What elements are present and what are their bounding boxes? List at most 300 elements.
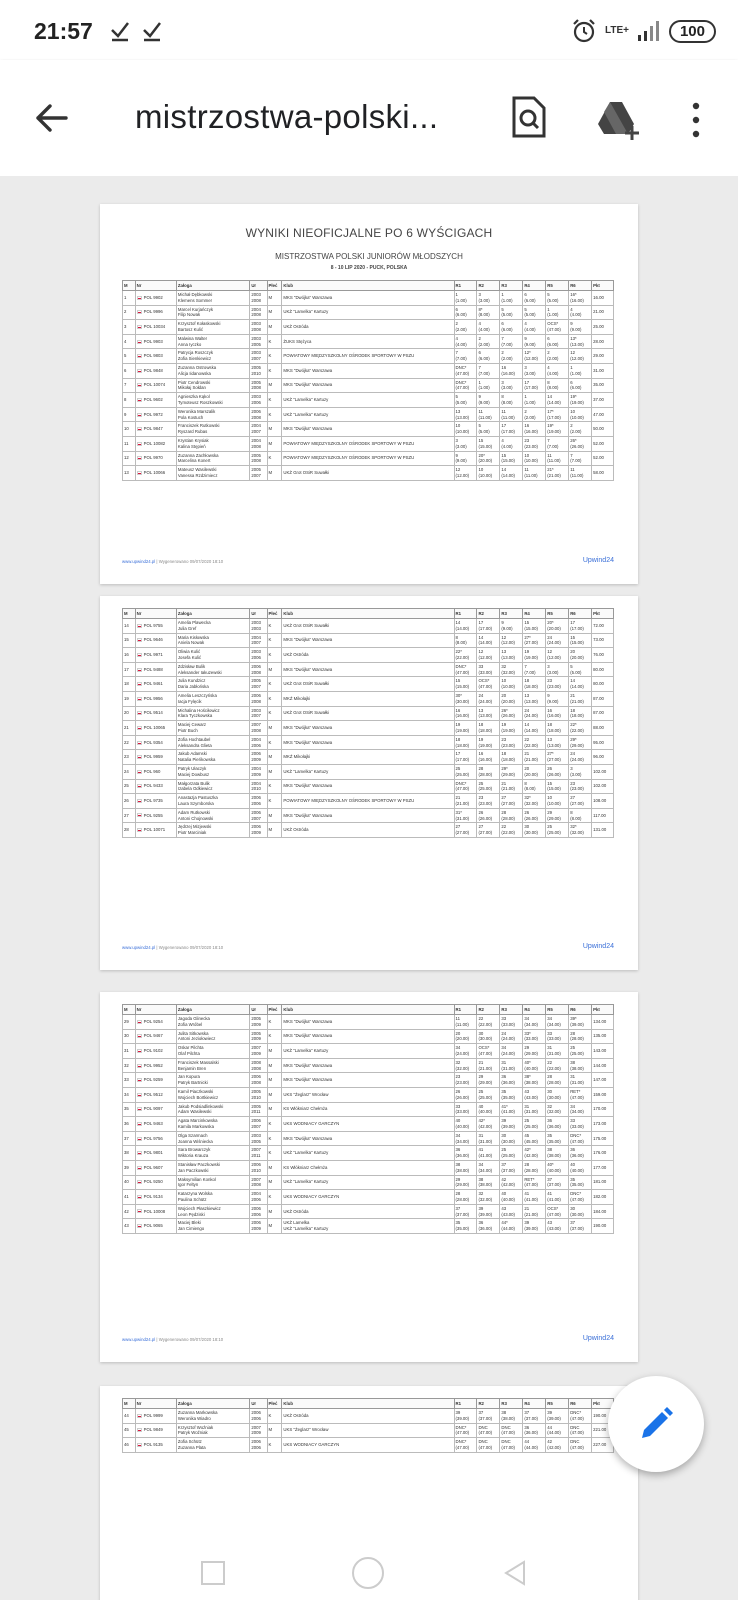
table-row (123, 1146, 614, 1161)
table-cell: 21 (21.00) (477, 1058, 500, 1073)
table-row (123, 1190, 614, 1205)
table-cell: 2 (2.00) (454, 320, 477, 335)
table-cell: 38 (38.00) (546, 1146, 569, 1161)
table-cell: 3 (3.00) (546, 662, 569, 677)
table-cell: 40 (40.00) (454, 1117, 477, 1132)
status-icons (571, 18, 716, 44)
table-cell: K (267, 1438, 282, 1453)
table-cell: 25 (25.00) (546, 823, 569, 838)
column-header: Klub (282, 1005, 454, 1015)
table-cell: Oliwia Kulić Josefa Kulić (176, 648, 249, 663)
table-cell: 2004 2006 (250, 735, 267, 750)
table-cell: Wojciech Płaszkiewicz Leon Pędziski (176, 1204, 249, 1219)
table-cell: 32 (32.00) (477, 1190, 500, 1205)
table-cell: 27 (27.00) (454, 823, 477, 838)
column-header: R5 (546, 609, 569, 619)
column-header: R4 (523, 609, 546, 619)
table-cell: 11 (11.00) (454, 1015, 477, 1030)
table-cell: 33 (33.00) (546, 1029, 569, 1044)
table-cell: 7 (7.00) (454, 349, 477, 364)
table-cell: 25 (25.00) (477, 1087, 500, 1102)
table-cell: 14 (123, 619, 136, 634)
table-cell: MKS "Dwójka" Warszawa (282, 1131, 454, 1146)
results-title: WYNIKI NIEOFICJALNE PO 6 WYŚCIGACH (245, 226, 493, 240)
table-cell: 30 (123, 1029, 136, 1044)
table-cell: POL 9959 (135, 750, 176, 765)
table-cell: 87.00 (592, 691, 614, 706)
table-cell: 31 (123, 1044, 136, 1059)
table-cell: POL 9514 (135, 706, 176, 721)
table-cell: Zofia Schütz Zuzanna Plata (176, 1438, 249, 1453)
table-cell: POL 9996 (135, 305, 176, 320)
table-row (123, 451, 614, 466)
table-cell: 27 (123, 808, 136, 823)
table-cell: 18 (18.00) (477, 721, 500, 736)
table-cell: 21 (21.00) (500, 779, 523, 794)
table-cell: 39 (123, 1160, 136, 1175)
column-header: R2 (477, 281, 500, 291)
table-cell: 19 (19.00) (500, 721, 523, 736)
column-header: Załoga (176, 281, 249, 291)
table-cell: 135.00 (592, 1029, 614, 1044)
table-cell: 7 (7.00) (569, 451, 592, 466)
table-cell: 2004 2008 (250, 436, 267, 451)
table-cell: 6 (6.00) (454, 305, 477, 320)
column-header: R2 (477, 1005, 500, 1015)
table-cell: 16 (123, 648, 136, 663)
app-bar (0, 60, 738, 176)
table-cell: 5 (5.00) (454, 393, 477, 408)
table-cell: POWIATOWY MIĘDZYSZKOLNY OŚRODEK SPORTOWY W PSZU (282, 349, 454, 364)
table-cell: M (267, 1073, 282, 1088)
table-row (123, 1409, 614, 1424)
back-nav-icon[interactable] (500, 1558, 530, 1588)
table-cell: 2005 2007 (250, 677, 267, 692)
table-cell: 38* (38.00) (523, 1073, 546, 1088)
table-cell: 7 (7.00) (523, 662, 546, 677)
table-cell: 10 (10.00) (546, 794, 569, 809)
table-cell: 29 (29.00) (546, 808, 569, 823)
recent-apps-icon[interactable] (198, 1558, 228, 1588)
upwind-logo: Upwind24 (582, 943, 614, 950)
table-cell: 10 (10.00) (454, 422, 477, 437)
upwind-logo: Upwind24 (582, 557, 614, 564)
table-cell: 2006 2009 (250, 750, 267, 765)
edit-pencil-icon (638, 1406, 674, 1442)
table-cell: 29 (29.00) (454, 1175, 477, 1190)
table-cell: Maciej Cewarz Piotr Buch (176, 721, 249, 736)
table-cell: 175.00 (592, 1131, 614, 1146)
column-header: Nr (135, 281, 176, 291)
column-header: Pkt (592, 609, 614, 619)
table-cell: 5 (5.00) (569, 662, 592, 677)
table-cell: UKŻ "Lamelka" Kartuzy (282, 1146, 454, 1161)
column-header: R1 (454, 609, 477, 619)
table-cell: MKS "Dwójka" Warszawa (282, 721, 454, 736)
table-cell: M (267, 1044, 282, 1059)
table-row (123, 1073, 614, 1088)
table-cell: 2 (123, 305, 136, 320)
table-cell: 2006 2007 (250, 1117, 267, 1132)
table-cell: 44 (44.00) (546, 1423, 569, 1438)
poland-flag-icon (137, 1107, 142, 1111)
table-cell: 2006 2009 (250, 823, 267, 838)
table-cell: POL 9097 (135, 1102, 176, 1117)
table-cell: 17 (17.00) (523, 378, 546, 393)
table-row (123, 1175, 614, 1190)
column-header: Nr (135, 609, 176, 619)
search-in-document-icon[interactable] (510, 96, 548, 138)
table-cell: 131.00 (592, 823, 614, 838)
table-cell: K (267, 1117, 282, 1132)
table-cell: M (267, 305, 282, 320)
table-cell: Krzysztof Woźniak Patryk Woźniak (176, 1423, 249, 1438)
table-cell: M (267, 291, 282, 306)
poland-flag-icon (137, 711, 142, 715)
table-cell: 221.00 (592, 1423, 614, 1438)
table-cell: 42 (123, 1204, 136, 1219)
table-cell: 43 (43.00) (500, 1204, 523, 1219)
table-cell: 20 (20.00) (454, 1029, 477, 1044)
table-cell: 1 (1.00) (569, 363, 592, 378)
table-row (123, 823, 614, 838)
poland-flag-icon (137, 310, 142, 314)
column-header: M (123, 1005, 136, 1015)
table-cell: POL 9646 (135, 633, 176, 648)
table-cell: 4 (4.00) (569, 305, 592, 320)
table-cell: 2003 2005 (250, 1131, 267, 1146)
column-header: Płeć (267, 281, 282, 291)
table-cell: POL 9512 (135, 1087, 176, 1102)
table-cell: 37 (37.00) (454, 1204, 477, 1219)
table-cell: K (267, 334, 282, 349)
table-cell: K (267, 706, 282, 721)
column-header: R4 (523, 281, 546, 291)
table-cell: POL 9847 (135, 422, 176, 437)
table-row (123, 677, 614, 692)
table-cell: 13 (13.00) (454, 407, 477, 422)
footer-link[interactable]: www.upwind24.pl (122, 1337, 156, 1342)
table-cell: 36 (36.00) (523, 1423, 546, 1438)
table-cell: 14 (14.00) (546, 393, 569, 408)
table-row (123, 750, 614, 765)
table-cell: 35 (35.00) (546, 1131, 569, 1146)
table-cell: 40 (123, 1175, 136, 1190)
table-cell: 2004 2008 (250, 305, 267, 320)
table-cell: KS Włókniarz Chełmża (282, 1102, 454, 1117)
poland-flag-icon (137, 682, 142, 686)
table-cell: 13 (13.00) (477, 706, 500, 721)
table-cell: UKS "Żeglarz" Wrocław (282, 1087, 454, 1102)
table-header (123, 609, 614, 619)
column-header: R5 (546, 281, 569, 291)
table-cell: 17 (17.00) (569, 619, 592, 634)
table-cell: 16 (16.00) (546, 706, 569, 721)
table-row (123, 1087, 614, 1102)
column-header: M (123, 281, 136, 291)
table-cell: 44 (44.00) (523, 1438, 546, 1453)
table-cell: 25.00 (592, 320, 614, 335)
table-cell: 10 (10.00) (523, 451, 546, 466)
table-cell: 24 (24.00) (546, 633, 569, 648)
edit-button[interactable] (608, 1376, 704, 1472)
table-cell: 34 (123, 1087, 136, 1102)
table-cell: Stanisław Paczkowski Jan Paczkowski (176, 1160, 249, 1175)
event-name: MISTRZOSTWA POLSKI JUNIORÓW MŁODSZYCH (275, 252, 463, 261)
column-header: R3 (500, 1005, 523, 1015)
table-cell: 31 (31.00) (523, 1102, 546, 1117)
poland-flag-icon (137, 456, 142, 460)
table-cell: 2 (2.00) (523, 407, 546, 422)
table-cell: 2005 2009 (250, 1029, 267, 1044)
table-row (123, 422, 614, 437)
footer-link[interactable]: www.upwind24.pl (122, 945, 156, 950)
table-cell: 36 (123, 1117, 136, 1132)
table-cell: POL 9999 (135, 1409, 176, 1424)
table-cell: Zuzanna Markowska Weronika Wiadro (176, 1409, 249, 1424)
table-row (123, 794, 614, 809)
table-cell: UKŻ "Lamelka" Kartuzy (282, 1044, 454, 1059)
table-cell: 21.00 (592, 305, 614, 320)
table-cell: OCS* (47.00) (477, 677, 500, 692)
table-cell: K (267, 648, 282, 663)
table-cell: 27 (27.00) (569, 794, 592, 809)
table-header (123, 1005, 614, 1015)
table-cell: 39 (39.00) (500, 1117, 523, 1132)
upwind-logo: Upwind24 (582, 1335, 614, 1342)
poland-flag-icon (137, 1166, 142, 1170)
table-cell: UKS WODNIACY GARCZYN (282, 1438, 454, 1453)
table-row (123, 648, 614, 663)
table-cell: Zofia Hochtaubel Aleksandra Glieta (176, 735, 249, 750)
table-cell: 26 (26.00) (546, 764, 569, 779)
column-header: R1 (454, 1005, 477, 1015)
table-cell: UKS WODNIACY GARCZYN (282, 1190, 454, 1205)
column-header: R3 (500, 609, 523, 619)
table-cell: 190.00 (592, 1409, 614, 1424)
poland-flag-icon (137, 354, 142, 358)
table-row (123, 1058, 614, 1073)
table-cell: UKŻ "Lamelka" Kartuzy (282, 305, 454, 320)
table-cell: 27 (27.00) (477, 823, 500, 838)
table-cell: POWIATOWY MIĘDZYSZKOLNY OŚRODEK SPORTOWY W PSZU (282, 794, 454, 809)
table-row (123, 407, 614, 422)
table-cell: Franciszek Massalski Benjamin Bren (176, 1058, 249, 1073)
column-header: R3 (500, 281, 523, 291)
table-cell: POL 9803 (135, 349, 176, 364)
table-cell: 41 (41.00) (546, 1190, 569, 1205)
poland-flag-icon (137, 1209, 142, 1213)
footer-link[interactable]: www.upwind24.pl (122, 559, 156, 564)
table-cell: MKS "Dwójka" Warszawa (282, 779, 454, 794)
table-cell: 30 (30.00) (546, 1087, 569, 1102)
table-cell: UKŻ Ostróda (282, 823, 454, 838)
table-cell: 25 (25.00) (523, 1117, 546, 1132)
table-cell: 24 (24.00) (500, 1029, 523, 1044)
table-cell: DNC* (47.00) (454, 779, 477, 794)
table-cell: M (267, 1087, 282, 1102)
table-cell: 2007 2009 (250, 1044, 267, 1059)
table-cell: 2006 2009 (250, 1219, 267, 1234)
table-cell: 87.00 (592, 706, 614, 721)
table-cell: Maria Kisłowska Aniela Nowak (176, 633, 249, 648)
table-cell: 15 (15.00) (569, 633, 592, 648)
table-cell: UKŻ "Lamelka" Kartuzy (282, 1175, 454, 1190)
table-cell: 2007 2008 (250, 1175, 267, 1190)
table-cell: 17 (17.00) (500, 422, 523, 437)
poland-flag-icon (137, 1049, 142, 1053)
column-header: Załoga (176, 1399, 249, 1409)
table-cell: 29* (29.00) (500, 764, 523, 779)
table-cell: 34 (34.00) (454, 1131, 477, 1146)
table-cell: 7 (123, 378, 136, 393)
table-cell: 26 (26.00) (523, 808, 546, 823)
table-cell: Olga Szarmach Joanna Wiśniecka (176, 1131, 249, 1146)
column-header: R4 (523, 1399, 546, 1409)
table-cell: 134.00 (592, 1015, 614, 1030)
table-cell: 35 (35.00) (500, 1087, 523, 1102)
table-cell: RET* (47.00) (569, 1087, 592, 1102)
table-cell: 25 (25.00) (569, 1044, 592, 1059)
table-cell: 30 (30.00) (523, 823, 546, 838)
table-cell: 29* (29.00) (569, 735, 592, 750)
table-cell: Jagoda Glinecka Zofia Wróbel (176, 1015, 249, 1030)
table-cell: POL 10008 (135, 1204, 176, 1219)
table-cell: 43 (43.00) (523, 1087, 546, 1102)
table-cell: M (267, 808, 282, 823)
table-cell: POL 960 (135, 764, 176, 779)
table-cell: 23 (23.00) (454, 1073, 477, 1088)
table-cell: Oskar Pilchta Olaf Pilchta (176, 1044, 249, 1059)
table-cell: UKŻ Ostróda (282, 1204, 454, 1219)
table-cell: DNC (47.00) (477, 1423, 500, 1438)
table-cell: 8 (8.00) (454, 633, 477, 648)
table-cell: 6 (6.00) (546, 334, 569, 349)
table-cell: UKŻ "Lamelka" Kartuzy (282, 393, 454, 408)
table-cell: 2008 2008 (250, 1058, 267, 1073)
table-cell: M (267, 823, 282, 838)
table-cell: 12 (123, 451, 136, 466)
column-header: R4 (523, 1005, 546, 1015)
table-cell: 117.00 (592, 808, 614, 823)
table-cell: 2004 2009 (250, 764, 267, 779)
poland-flag-icon (137, 1122, 142, 1126)
column-header: Klub (282, 609, 454, 619)
more-vert-icon[interactable] (684, 100, 708, 140)
column-header: R2 (477, 1399, 500, 1409)
table-header (123, 1399, 614, 1409)
table-cell: UKŻ Grot OSiR Suwałki (282, 466, 454, 481)
table-cell: 36 (36.00) (569, 1146, 592, 1161)
table-row (123, 706, 614, 721)
table-cell: 15 (15.00) (546, 779, 569, 794)
table-cell: 22 (22.00) (546, 1058, 569, 1073)
table-cell: K (267, 1409, 282, 1424)
table-cell: 3 (3.00) (569, 764, 592, 779)
table-cell: 32* (32.00) (569, 823, 592, 838)
table-cell: 2004 2007 (250, 633, 267, 648)
table-cell: DNC* (47.00) (454, 1423, 477, 1438)
table-cell: 40* (40.00) (546, 1160, 569, 1175)
column-header: R1 (454, 281, 477, 291)
table-cell: 2005 2008 (250, 378, 267, 393)
table-cell: 17 (123, 662, 136, 677)
table-cell: 2003 2008 (250, 320, 267, 335)
add-to-drive-icon[interactable] (596, 100, 640, 140)
table-cell: 15 (123, 633, 136, 648)
table-cell: 41 (123, 1190, 136, 1205)
table-cell: 2007 2009 (250, 1423, 267, 1438)
table-cell: 26* (26.00) (569, 436, 592, 451)
table-row (123, 735, 614, 750)
column-header: Załoga (176, 1005, 249, 1015)
table-cell: 9 (9.00) (523, 334, 546, 349)
table-cell: 72.00 (592, 619, 614, 634)
table-cell: M (267, 1204, 282, 1219)
poland-flag-icon (137, 471, 142, 475)
column-header: Ur (250, 281, 267, 291)
table-cell: 12 (12.00) (477, 648, 500, 663)
table-cell: DNC* (47.00) (569, 1409, 592, 1424)
table-cell: POL 9903 (135, 334, 176, 349)
footer-generated: | Wygenerowano 09/07/2020 18:10 (156, 1337, 224, 1342)
table-cell: 2005 2011 (250, 1102, 267, 1117)
table-cell: 35 (35.00) (454, 1219, 477, 1234)
poland-flag-icon (137, 1064, 142, 1068)
poland-flag-icon (137, 638, 142, 642)
table-cell: 19 (19.00) (477, 735, 500, 750)
battery-level: 100 (669, 20, 716, 43)
table-cell: POL 9755 (135, 619, 176, 634)
table-cell: 27* (27.00) (523, 633, 546, 648)
table-row (123, 808, 614, 823)
table-cell: M (267, 764, 282, 779)
column-header: Płeć (267, 609, 282, 619)
table-cell: 4 (4.00) (546, 363, 569, 378)
table-cell: POL 9433 (135, 779, 176, 794)
table-cell: K (267, 735, 282, 750)
table-cell: 36 (36.00) (546, 1117, 569, 1132)
column-header: R6 (569, 1005, 592, 1015)
table-row (123, 1131, 614, 1146)
table-cell: 21 (21.00) (523, 750, 546, 765)
table-cell: M (267, 1160, 282, 1175)
table-cell: 24 (24.00) (569, 750, 592, 765)
table-cell: 30 (30.00) (500, 1131, 523, 1146)
table-cell: MKS "Dwójka" Warszawa (282, 1029, 454, 1044)
table-cell: DNC* (47.00) (569, 1190, 592, 1205)
table-cell: 18 (18.00) (454, 735, 477, 750)
home-icon[interactable] (349, 1554, 387, 1592)
table-cell: 26* (26.00) (500, 706, 523, 721)
table-cell: 15 (15.00) (477, 436, 500, 451)
table-cell: 3 (123, 320, 136, 335)
table-cell: MKS "Dwójka" Warszawa (282, 1073, 454, 1088)
table-cell: 24 (24.00) (477, 691, 500, 706)
table-cell: MKS "Dwójka" Warszawa (282, 1058, 454, 1073)
table-cell: 30 (30.00) (477, 1029, 500, 1044)
table-cell: 6 (123, 363, 136, 378)
arrow-back-icon[interactable] (34, 100, 70, 136)
table-cell: M (267, 422, 282, 437)
poland-flag-icon (137, 1180, 142, 1184)
table-row (123, 1102, 614, 1117)
column-header: M (123, 1399, 136, 1409)
alarm-icon (571, 18, 597, 44)
poland-flag-icon (137, 770, 142, 774)
poland-flag-icon (137, 413, 142, 417)
table-row (123, 291, 614, 306)
